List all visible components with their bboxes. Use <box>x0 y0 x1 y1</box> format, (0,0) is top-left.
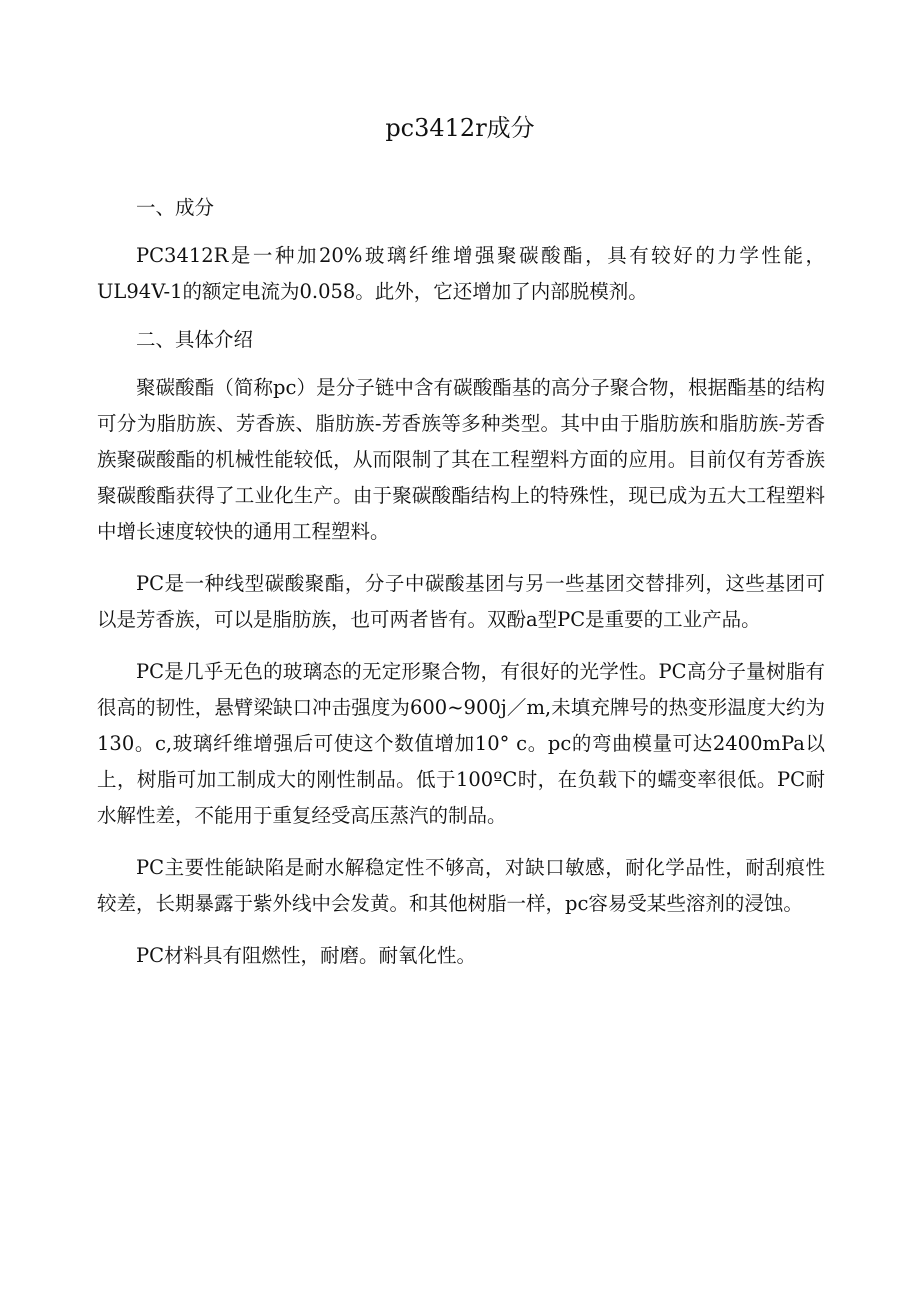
paragraph: PC材料具有阻燃性，耐磨。耐氧化性。 <box>136 944 477 967</box>
paragraph: 聚碳酸酯（简称pc）是分子链中含有碳酸酯基的高分子聚合物，根据酯基的结构可分为脂肪族、芳香族、脂肪族-芳香族等多种类型。其中由于脂肪族和脂肪族-芳香族聚碳酸酯的机械性能较低，从而限制了其在工程塑料方面的应用。目前仅有芳香族聚碳酸酯获得了工业化生产。由于聚碳酸酯结构上的特殊性，现已成为五大工程塑料中增长速度较快的通用工程塑料。 <box>97 376 825 543</box>
document-title: pc3412r成分 <box>385 114 535 142</box>
paragraph: PC是一种线型碳酸聚酯，分子中碳酸基团与另一些基团交替排列，这些基团可以是芳香族，可以是脂肪族，也可两者皆有。双酚a型PC是重要的工业产品。 <box>97 572 825 631</box>
paragraph: PC3412R是一种加20%玻璃纤维增强聚碳酸酯，具有较好的力学性能，UL94V-1的额定电流为0.058。此外，它还增加了内部脱模剂。 <box>97 244 825 303</box>
section-heading-introduction: 二、具体介绍 <box>136 328 254 351</box>
document-body <box>97 190 825 974</box>
paragraph: PC主要性能缺陷是耐水解稳定性不够高，对缺口敏感，耐化学品性，耐刮痕性较差，长期暴露于紫外线中会发黄。和其他树脂一样，pc容易受某些溶剂的浸蚀。 <box>97 856 825 915</box>
paragraph: PC是几乎无色的玻璃态的无定形聚合物，有很好的光学性。PC高分子量树脂有很高的韧性，悬臂梁缺口冲击强度为600~900j／m,未填充牌号的热变形温度大约为130。c,玻璃纤维增强后可使这个数值增加10° c。pc的弯曲模量可达2400mPa以上，树脂可加工制成大的刚性制品。低于100ºC时，在负载下的蠕变率很低。PC耐水解性差，不能用于重复经受高压蒸汽的制品。 <box>97 660 825 827</box>
section-heading-composition: 一、成分 <box>136 196 215 219</box>
